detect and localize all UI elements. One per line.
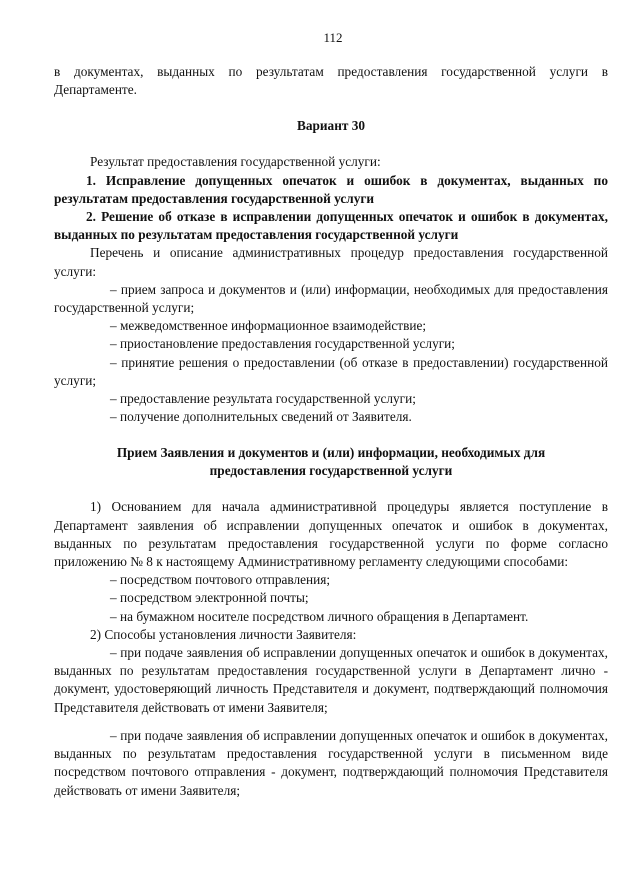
paragraph-2: 2) Способы установления личности Заявителя:: [90, 626, 357, 642]
result-item-2: 2. Решение об отказе в исправлении допущенных опечаток и ошибок в документах, выданных по результатам предоставления государственной услуги: [54, 209, 608, 243]
procedures-label: Перечень и описание административных процедур предоставления государственной услуги:: [54, 245, 608, 279]
page-number: 112: [323, 30, 343, 45]
procedure-item: – приостановление предоставления государственной услуги;: [110, 336, 455, 352]
procedure-item: – предоставление результата государственной услуги;: [110, 391, 416, 407]
variant-title: Вариант 30: [296, 118, 366, 134]
way-item: – на бумажном носителе посредством личного обращения в Департамент.: [110, 608, 529, 624]
way-item: – посредством электронной почты;: [110, 590, 309, 606]
procedure-item: – получение дополнительных сведений от Заявителя.: [110, 409, 412, 425]
result-label: Результат предоставления государственной услуги:: [90, 154, 381, 170]
way-item: – посредством почтового отправления;: [110, 572, 331, 588]
paragraph-1: 1) Основанием для начала административной процедуры является поступление в Департамент заявления об исправлении допущенных опечаток и ошибок в документах, выданных по результатам предоставления государственной услуги по форме согласно приложению № 8 к настоящему Административному регламенту следующими способами:: [54, 499, 608, 570]
procedure-item: – межведомственное информационное взаимодействие;: [110, 318, 427, 334]
result-item-1: 1. Исправление допущенных опечаток и ошибок в документах, выданных по результатам предоставления государственной услуги: [54, 172, 608, 206]
section-heading-line-1: Прием Заявления и документов и (или) информации, необходимых для: [116, 445, 546, 461]
id-item: – при подаче заявления об исправлении допущенных опечаток и ошибок в документах, выданных по результатам предоставления государственной услуги в письменном виде посредством почтового отправления - документ, подтверждающий полномочия Представителя действовать от имени Заявителя;: [54, 727, 608, 798]
id-item: – при подаче заявления об исправлении допущенных опечаток и ошибок в документах, выданных по результатам предоставления государственной услуги в Департамент лично - документ, удостоверяющий личность Представителя и документ, подтверждающий полномочия Представителя действовать от имени Заявителя;: [54, 645, 608, 715]
procedure-item: – прием запроса и документов и (или) информации, необходимых для предоставления государственной услуги;: [54, 281, 608, 316]
intro-continuation: в документах, выданных по результатам предоставления государственной услуги в Департаменте.: [54, 64, 608, 98]
procedure-item: – принятие решения о предоставлении (об отказе в предоставлении) государственной услуги;: [54, 354, 608, 388]
section-heading-line-2: предоставления государственной услуги: [209, 463, 453, 479]
